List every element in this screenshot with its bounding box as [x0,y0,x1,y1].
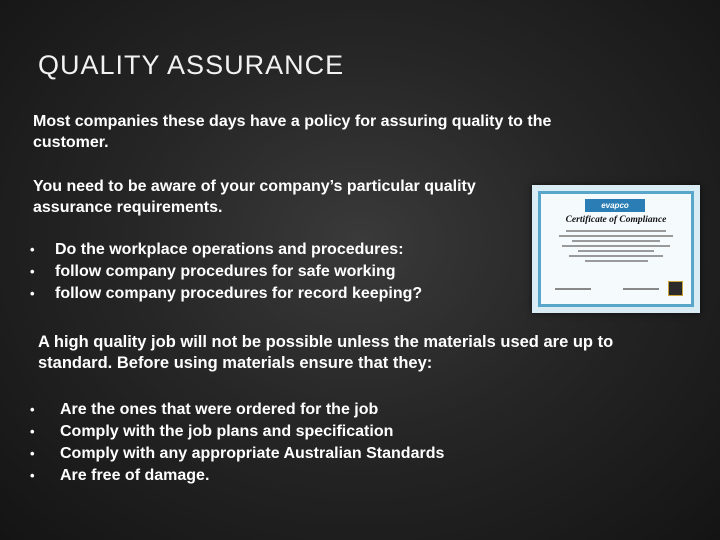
evapco-logo: evapco [585,199,645,212]
bullet-icon: • [30,468,35,483]
list-item [30,443,444,465]
slide-title: QUALITY ASSURANCE [38,50,345,80]
bullet-icon: • [30,286,35,301]
certificate-frame [538,191,694,307]
materials-bullet-list [30,399,444,487]
bullet-text: Are free of damage. [60,467,210,484]
certificate-image [532,185,700,313]
awareness-paragraph: You need to be aware of your company’s particular quality assurance requirements. [33,178,476,216]
list-item [30,283,422,305]
bullet-icon: • [30,402,35,417]
seal-icon [668,281,683,296]
certificate-heading: Certificate of Compliance [565,215,667,225]
list-item [30,239,422,261]
list-item [30,399,444,421]
certificate-text-lines [553,230,679,265]
intro-paragraph: Most companies these days have a policy for assuring quality to the customer. [33,113,552,151]
bullet-icon: • [30,424,35,439]
bullet-text: Are the ones that were ordered for the job [60,401,379,418]
bullet-icon: • [30,446,35,461]
signature-line-left [555,288,591,290]
bullet-text: follow company procedures for safe working [55,263,396,280]
materials-paragraph: A high quality job will not be possible unless the materials used are up to standard. Before using materials ensure that they: [38,333,614,372]
bullet-text: Comply with the job plans and specification [60,423,394,440]
list-item [30,465,444,487]
procedure-bullet-list [30,239,422,305]
bullet-icon: • [30,242,35,257]
list-item [30,261,422,283]
list-item [30,421,444,443]
bullet-icon: • [30,264,35,279]
signature-line-right [623,288,659,290]
bullet-text: Comply with any appropriate Australian Standards [60,445,445,462]
bullet-text: follow company procedures for record keeping? [55,285,423,302]
bullet-text: Do the workplace operations and procedures: [55,241,404,258]
